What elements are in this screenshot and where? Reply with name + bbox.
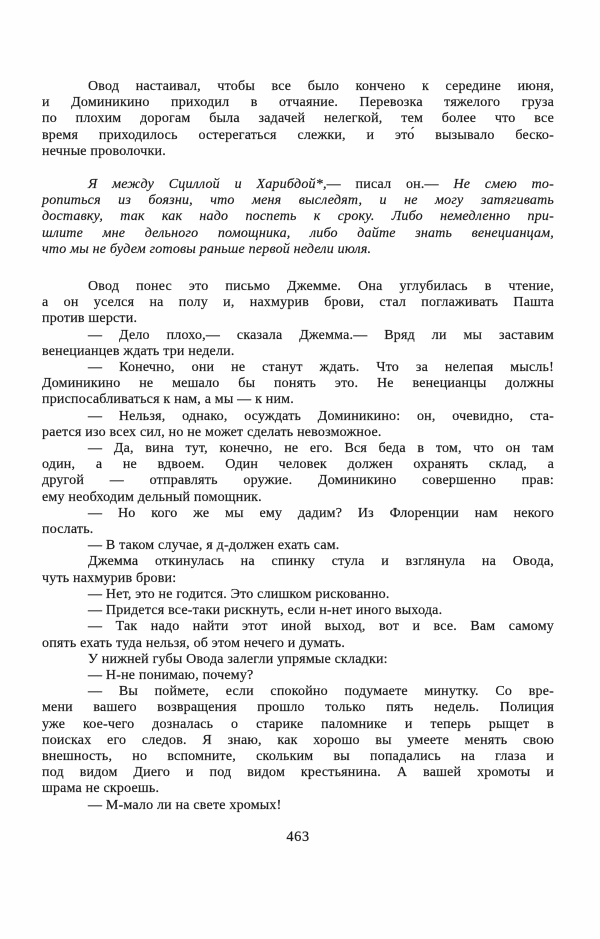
- text-line: мени вашего возвращения прошло только пять недель. Полиция: [42, 700, 554, 716]
- page-text: [42, 79, 554, 814]
- text-line: венецианцев ждать три недели.: [42, 343, 235, 359]
- text-line: против шерсти.: [42, 311, 138, 327]
- text-line: что мы не будем готовы раньше первой недели июля.: [42, 241, 372, 257]
- text-line: — Конечно, они не станут ждать. Что за нелепая мысль!: [88, 360, 554, 376]
- text-line: доставку, так как надо поспеть к сроку. Либо немедленно при-: [42, 209, 554, 225]
- text-line: рается изо всех сил, но не может сделать невозможное.: [42, 424, 382, 440]
- text-line: [42, 177, 554, 193]
- text-line: один, а не вдвоем. Один человек должен охранять склад, а: [42, 457, 554, 473]
- text-line: — Так надо найти этот иной выход, вот и все. Вам самому: [88, 619, 554, 635]
- paragraph-dialogue-4: [42, 441, 554, 506]
- paragraph-dialogue-6: [42, 538, 554, 554]
- text-line: У нижней губы Овода залегли упрямые складки:: [88, 651, 388, 667]
- paragraph-dialogue-11: [42, 684, 554, 797]
- text-line: — Дело плохо,— сказала Джемма.— Вряд ли мы заставим: [88, 327, 554, 343]
- text-line: Доминикино не мешало бы понять это. Не венецианцы должны: [42, 376, 554, 392]
- text-line: — Нельзя, однако, осуждать Доминикино: он, очевидно, ста-: [88, 408, 554, 424]
- text-line: нечные проволочки.: [42, 143, 166, 159]
- text-line: послать.: [42, 522, 94, 538]
- paragraph-dialogue-3: [42, 409, 554, 441]
- paragraph-dialogue-12: [42, 798, 554, 814]
- paragraph-narration-4: [42, 652, 554, 668]
- paragraph-dialogue-7: [42, 587, 554, 603]
- text-line: шлите мне дельного помощника, либо дайте знать венецианцам,: [42, 225, 554, 241]
- attribution-roman-text: — писал он.—: [326, 177, 439, 193]
- text-line: — Вы поймете, если спокойно подумаете минутку. Со вре-: [88, 684, 554, 700]
- page-number: 463: [286, 829, 310, 845]
- text-line: — Н-не понимаю, почему?: [88, 667, 254, 683]
- paragraph-narration-1: [42, 79, 554, 160]
- paragraph-dialogue-10: [42, 668, 554, 684]
- text-line: — М-мало ли на свете хромых!: [88, 797, 282, 813]
- paragraph-narration-3: [42, 554, 554, 586]
- text-line: приспосабливаться к нам, а мы — к ним.: [42, 392, 294, 408]
- text-line: — Нет, это не годится. Это слишком рискованно.: [88, 586, 390, 602]
- text-line: — Придется все-таки рискнуть, если н-нет иного выхода.: [88, 603, 443, 619]
- paragraph-dialogue-9: [42, 619, 554, 651]
- text-line: ропиться из боязни, что меня выследят, и не могу затягивать: [42, 193, 554, 209]
- text-line: поисках его следов. Я знаю, как хорошо вы умеете менять свою: [42, 732, 554, 748]
- text-line: — Да, вина тут, конечно, не его. Вся беда в том, что он там: [88, 441, 554, 457]
- text-line: уже кое-чего дозналась о старике паломнике и теперь рыщет в: [42, 716, 554, 732]
- text-line: ему необходим дельный помощник.: [42, 489, 262, 505]
- text-line: внешность, но вспомните, скольким вы попадались на глаза и: [42, 748, 554, 764]
- paragraph-dialogue-2: [42, 360, 554, 409]
- paragraph-letter-quote: [42, 177, 554, 258]
- text-line: шрама не скроешь.: [42, 781, 160, 797]
- text-line: опять ехать туда нельзя, об этом нечего и думать.: [42, 635, 346, 651]
- text-line: а он уселся на полу и, нахмурив брови, стал поглаживать Пашта: [42, 295, 554, 311]
- text-line: Джемма откинулась на спинку стула и взглянула на Овода,: [88, 554, 554, 570]
- paragraph-dialogue-5: [42, 506, 554, 538]
- text-line: и Доминикино приходил в отчаяние. Перевозка тяжелого груза: [42, 95, 554, 111]
- paragraph-dialogue-1: [42, 328, 554, 360]
- text-line: время приходилось остерегаться слежки, и это́ вызывало беско-: [42, 127, 554, 143]
- text-line: Овод настаивал, чтобы все было кончено к середине июня,: [88, 79, 554, 94]
- text-line: — В таком случае, я д-должен ехать сам.: [88, 538, 340, 554]
- paragraph-narration-2: [42, 279, 554, 328]
- text-line: — Но кого же мы ему дадим? Из Флоренции нам некого: [88, 505, 554, 521]
- letter-italic-text: Я между Сциллой и Харибдой*,: [88, 177, 327, 193]
- text-line: Овод понес это письмо Джемме. Она углубилась в чтение,: [88, 279, 554, 295]
- letter-italic-text: Не смею то-: [438, 177, 554, 193]
- text-line: по плохим дорогам была задачей нелегкой, тем более что все: [42, 111, 554, 127]
- text-line: чуть нахмурив брови:: [42, 570, 177, 586]
- text-line: под видом Диего и под видом крестьянина. А вашей хромоты и: [42, 765, 554, 781]
- paragraph-dialogue-8: [42, 603, 554, 619]
- text-line: другой — отправлять оружие. Доминикино совершенно прав:: [42, 473, 554, 489]
